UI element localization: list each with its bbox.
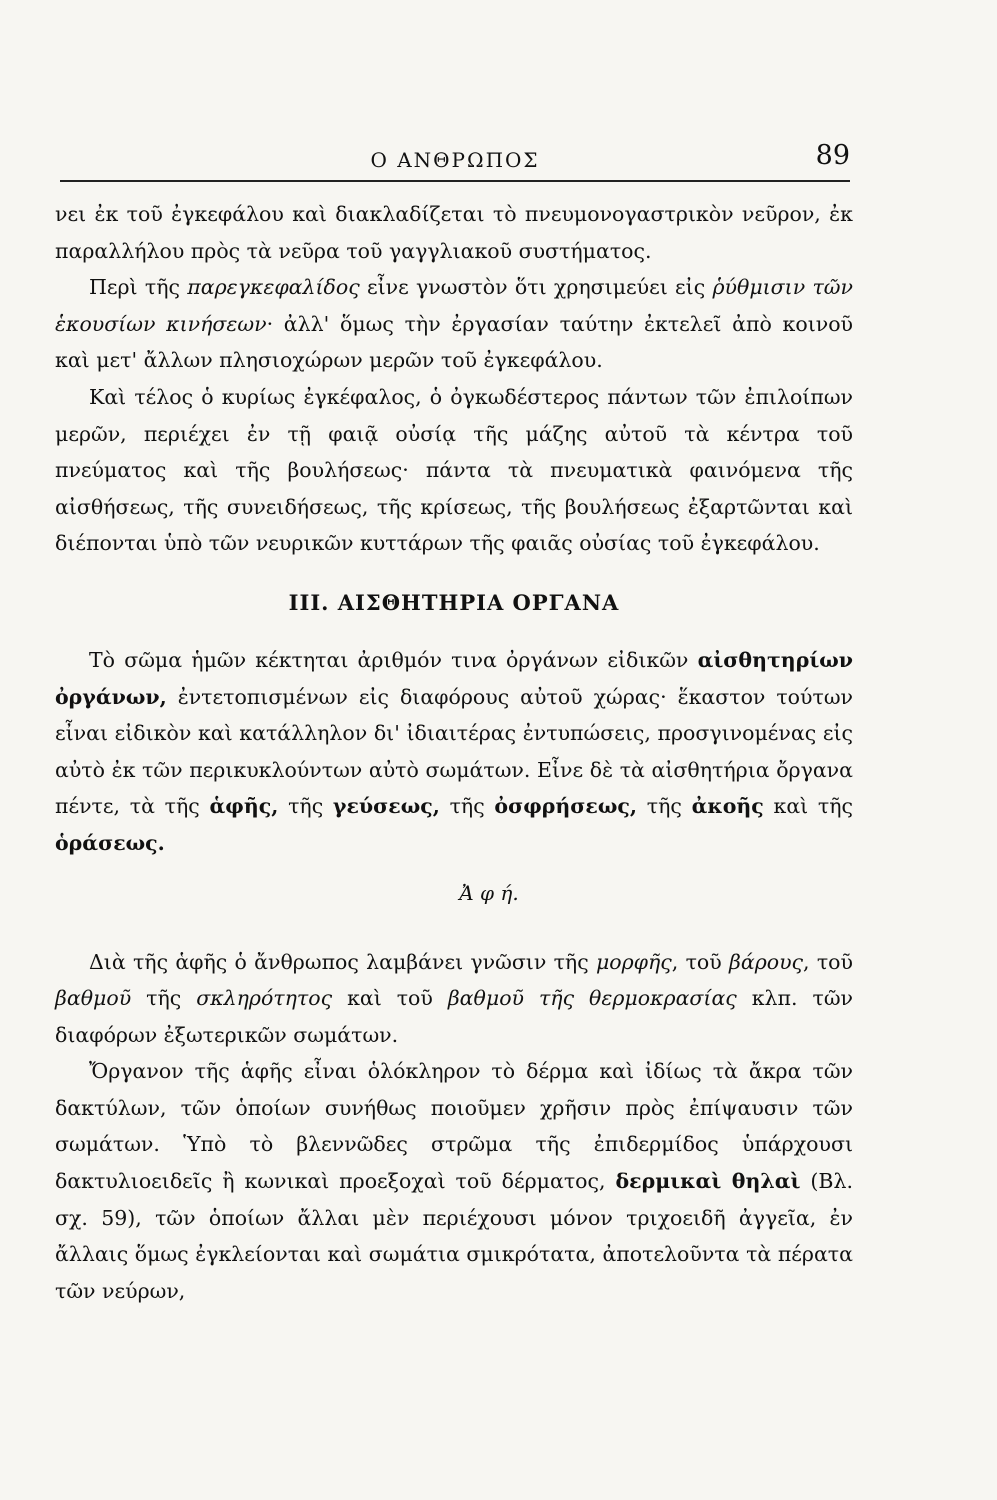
italic-term: βαθμοῦ τῆς θερμοκρασίας [447, 986, 737, 1011]
bold-term: ὁράσεως. [55, 830, 165, 855]
running-title: Ο ΑΝΘΡΩΠΟΣ [370, 148, 540, 172]
italic-term: σκληρότητος [196, 986, 333, 1011]
text-run: καὶ τῆς [763, 794, 854, 819]
running-head [60, 138, 850, 178]
text-run: ΙΙΙ. ΑΙΣΘΗΤΗΡΙΑ ΟΡΓΑΝΑ [288, 589, 620, 615]
text-run: εἶνε γνωστὸν ὅτι χρησιμεύει εἰς [359, 275, 713, 300]
italic-term: βαθμοῦ [55, 986, 132, 1011]
italic-term: μορφῆς [595, 949, 672, 974]
text-run: Ὄργανον τῆς ἁφῆς εἶναι ὁλόκληρον τὸ δέρμα καὶ ἰδίως τὰ ἄκρα τῶν δακτύλων, τῶν ὁποίων συνήθως ποιοῦμεν χρῆσιν πρὸς ἐπίψαυσιν τῶν σωμάτων. Ὑπὸ τὸ βλεννῶδες στρῶμα τῆς ἐπιδερμίδος ὑπάρχουσι δακτυλιοειδεῖς ἢ κωνικαὶ προεξοχαὶ τοῦ δέρματος, [55, 1059, 853, 1194]
bold-term: ἀκοῆς [691, 794, 764, 819]
section-heading [55, 588, 853, 618]
body-paragraph [55, 269, 853, 379]
text-run: τῆς [131, 986, 197, 1011]
body-paragraph [55, 1053, 853, 1309]
text-block [55, 196, 853, 1309]
text-run: Καὶ τέλος ὁ κυρίως ἐγκέφαλος, ὁ ὀγκωδέστερος πάντων τῶν ἐπιλοίπων μερῶν, περιέχει ἐν τῇ φαιᾷ οὐσίᾳ τῆς μάζης αὐτοῦ τὰ κέντρα τοῦ πνεύματος καὶ τῆς βουλήσεως· πάντα τὰ πνευματικὰ φαινόμενα τῆς αἰσθήσεως, τῆς συνειδήσεως, τῆς κρίσεως, τῆς βουλήσεως ἐξαρτῶνται καὶ διέπονται ὑπὸ τῶν νευρικῶν κυττάρων τῆς φαιᾶς οὐσίας τοῦ ἐγκεφάλου. [55, 384, 853, 556]
body-paragraph [55, 196, 853, 269]
italic-term: ῥύθμισιν τῶν ἑκουσίων κινήσεων [55, 275, 853, 336]
text-run: Περὶ τῆς [89, 275, 188, 300]
text-run: ἐντετοπισμένων εἰς διαφόρους αὐτοῦ χώρας· ἕκαστον τούτων εἶναι εἰδικὸν καὶ κατάλληλον δι' ἰδιαιτέρας ἐντυπώσεις, προσγινομένας εἰς αὐτὸ ἐκ τῶν περικυκλούντων αὐτὸ σωμάτων. Εἶνε δὲ τὰ αἰσθητήρια ὄργανα πέντε, τὰ τῆς [55, 684, 853, 819]
text-run: καὶ τοῦ [332, 986, 448, 1011]
header-rule [60, 180, 850, 182]
text-run: (Βλ. σχ. 59), τῶν ὁποίων ἄλλαι μὲν περιέχουσι μόνον τριχοειδῆ ἀγγεῖα, ἐν ἄλλαις ὅμως ἐγκλείονται καὶ σωμάτια σμικρότατα, ἀποτελοῦντα τὰ πέρατα τῶν νεύρων, [55, 1169, 853, 1303]
italic-term: βάρους [729, 949, 804, 974]
text-run: τῆς [439, 794, 495, 819]
bold-term: γεύσεως, [332, 794, 440, 819]
bold-term: ἁφῆς, [209, 794, 279, 819]
body-paragraph [55, 642, 853, 862]
text-run: Τὸ σῶμα ἡμῶν κέκτηται ἀριθμόν τινα ὀργάνων εἰδικῶν [89, 647, 698, 672]
text-run: τῆς [637, 794, 692, 819]
bold-term: αἰσθητηρίων ὀργάνων, [55, 647, 853, 709]
text-run: κλπ. τῶν διαφόρων ἐξωτερικῶν σωμάτων. [55, 986, 853, 1047]
text-run: τῆς [278, 794, 333, 819]
text-run: Διὰ τῆς ἁφῆς ὁ ἄνθρωπος λαμβάνει γνῶσιν τῆς [89, 949, 596, 974]
italic-term: παρεγκεφαλίδος [187, 275, 360, 300]
bold-term: ὀσφρήσεως, [494, 794, 638, 819]
text-run: , τοῦ [803, 949, 853, 974]
text-run: Ἀ φ ή. [459, 880, 519, 905]
body-paragraph [55, 944, 853, 1054]
subsection-heading [55, 878, 853, 908]
page-number: 89 [815, 140, 850, 171]
text-run: νει ἐκ τοῦ ἐγκεφάλου καὶ διακλαδίζεται τὸ πνευμονογαστρικὸν νεῦρον, ἐκ παραλλήλου πρὸς τὰ νεῦρα τοῦ γαγγλιακοῦ συστήματος. [55, 202, 853, 263]
text-run: · ἀλλ' ὅμως τὴν ἐργασίαν ταύτην ἐκτελεῖ ἀπὸ κοινοῦ καὶ μετ' ἄλλων πλησιοχώρων μερῶν τοῦ ἐγκεφάλου. [55, 311, 853, 373]
bold-term: δερμικαὶ θηλαὶ [615, 1169, 801, 1194]
text-run: , τοῦ [671, 949, 729, 974]
body-paragraph [55, 379, 853, 562]
